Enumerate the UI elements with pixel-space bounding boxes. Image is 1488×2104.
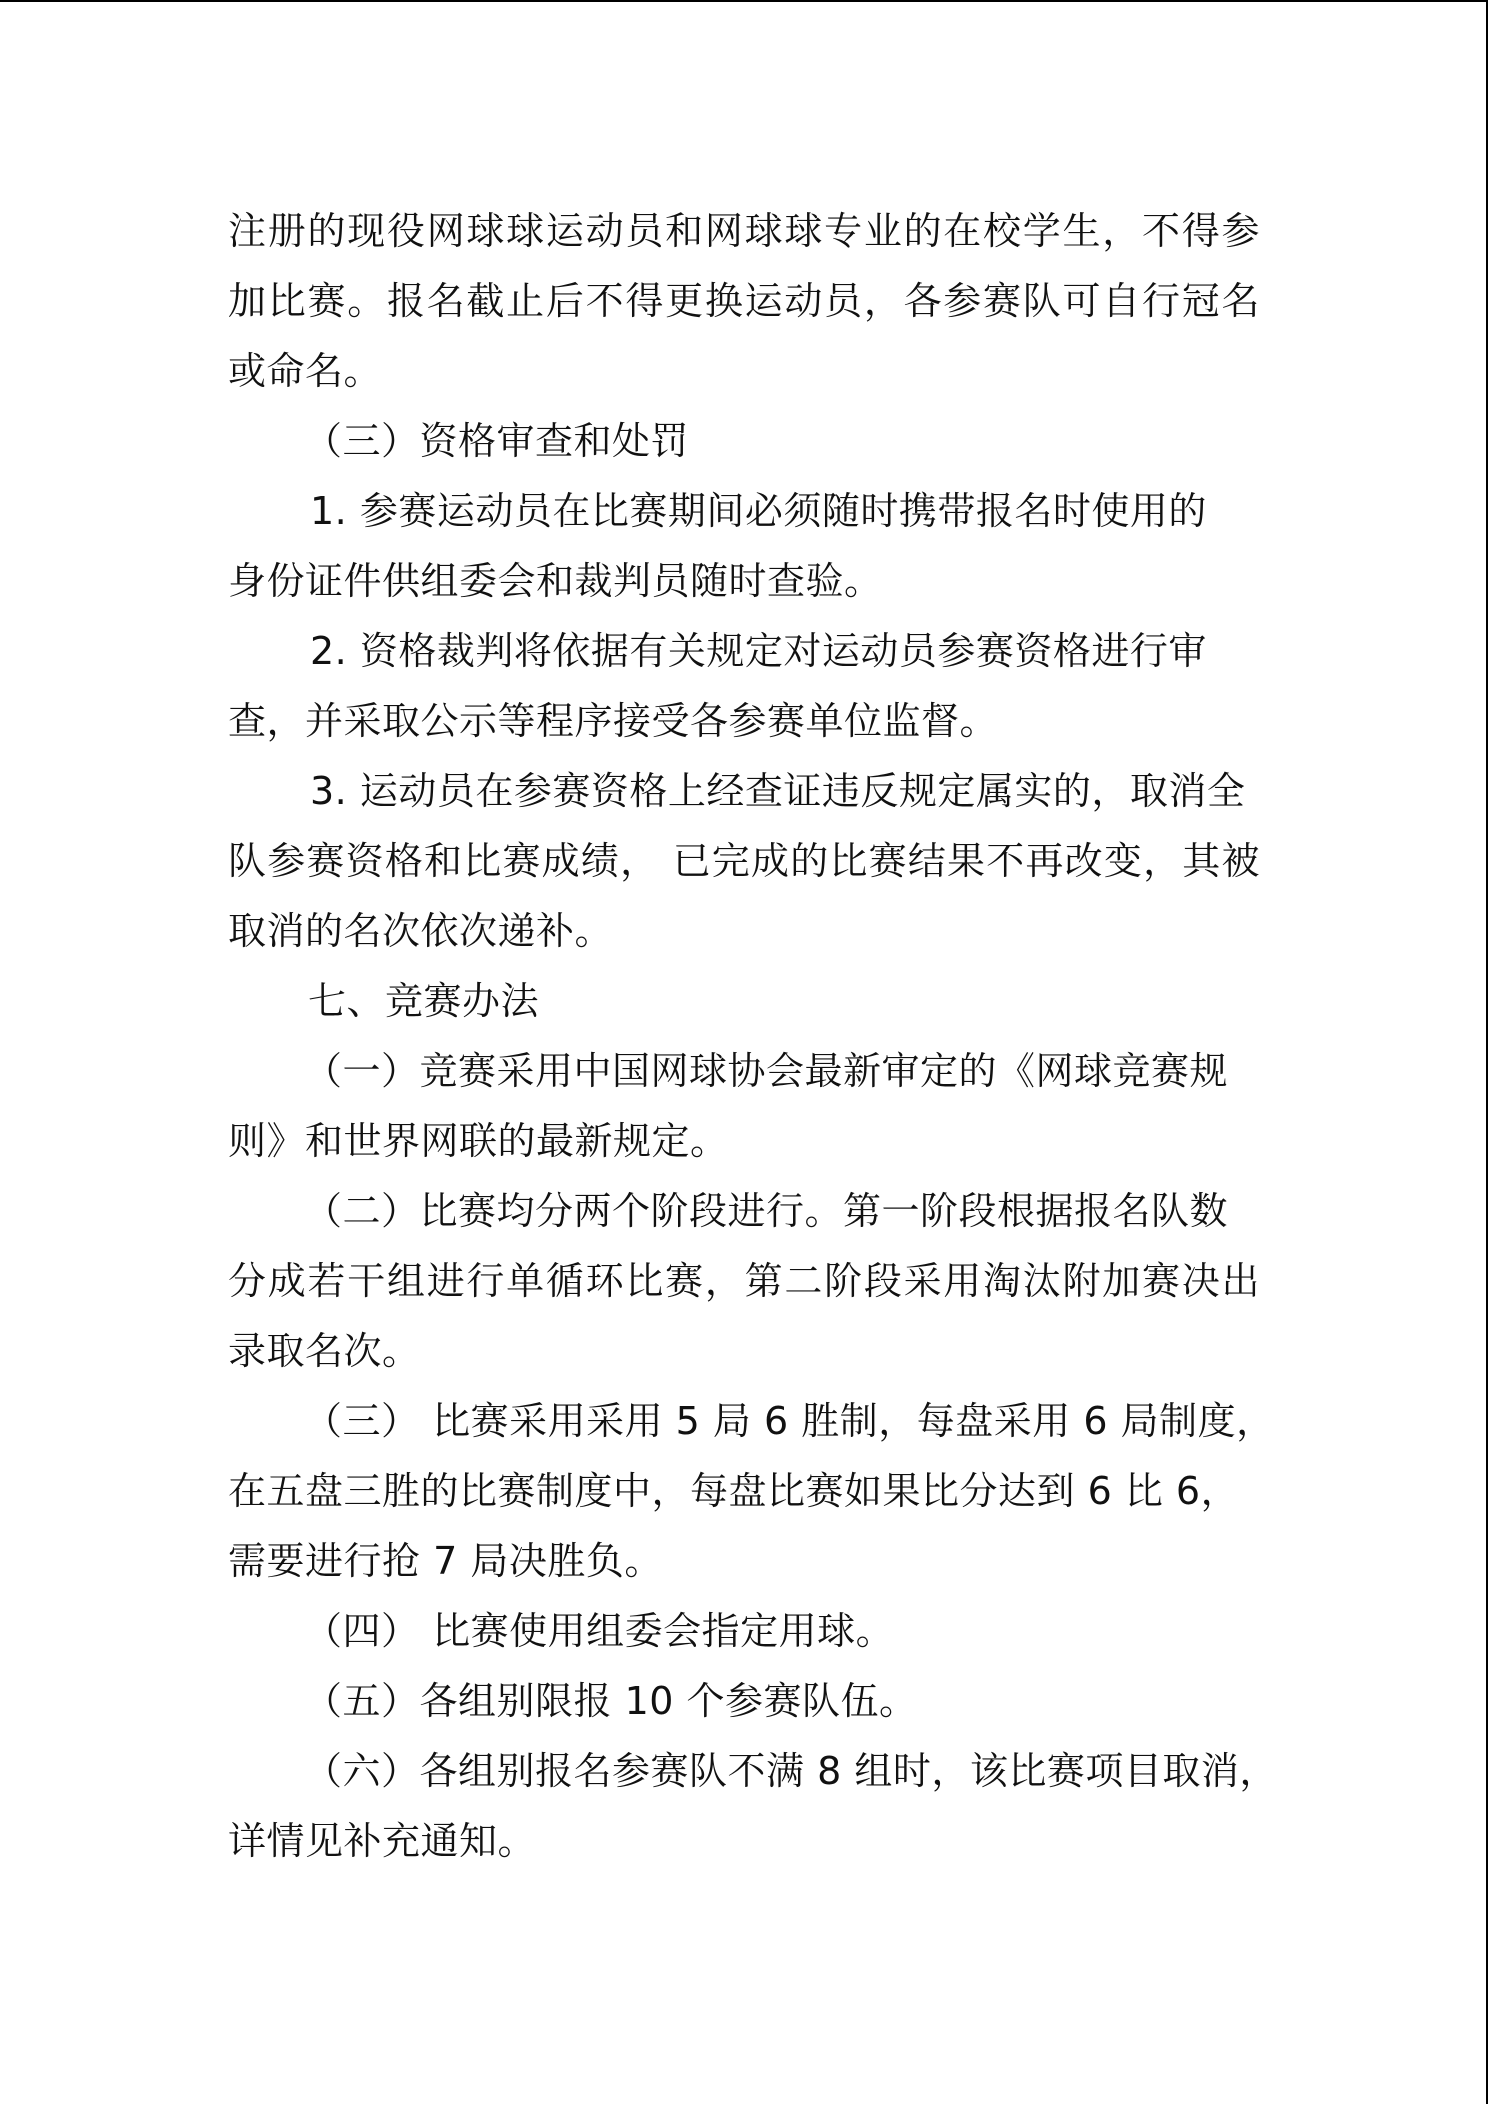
text-line: 身份证件供组委会和裁判员随时查验。	[228, 559, 883, 603]
text-line: 队参赛资格和比赛成绩， 已完成的比赛结果不再改变，其被	[228, 839, 1260, 883]
text-line: 分成若干组进行单循环比赛，第二阶段采用淘汰附加赛决出	[228, 1259, 1260, 1303]
text-line: 则》和世界网联的最新规定。	[228, 1119, 729, 1163]
text-line: 需要进行抢 7 局决胜负。	[228, 1539, 663, 1583]
text-line: （二）比赛均分两个阶段进行。第一阶段根据报名队数	[304, 1189, 1229, 1233]
text-line: 3. 运动员在参赛资格上经查证违反规定属实的，取消全	[310, 769, 1246, 813]
chapter-heading: 七、竞赛办法	[308, 979, 540, 1023]
text-line: （三） 比赛采用采用 5 局 6 胜制，每盘采用 6 局制度，	[304, 1399, 1275, 1443]
page-border-top	[0, 0, 1488, 2]
text-line: 或命名。	[228, 349, 383, 393]
text-line: 详情见补充通知。	[228, 1819, 537, 1863]
text-line: 1. 参赛运动员在比赛期间必须随时携带报名时使用的	[310, 489, 1207, 533]
text-line: （一）竞赛采用中国网球协会最新审定的《网球竞赛规	[304, 1049, 1229, 1093]
text-line: 注册的现役网球球运动员和网球球专业的在校学生，不得参	[228, 209, 1260, 253]
text-line: 录取名次。	[228, 1329, 421, 1373]
text-line: 2. 资格裁判将依据有关规定对运动员参赛资格进行审	[310, 629, 1207, 673]
document-body	[228, 196, 1278, 1876]
text-line: （四） 比赛使用组委会指定用球。	[304, 1609, 895, 1653]
text-line: （五）各组别限报 10 个参赛队伍。	[304, 1679, 918, 1723]
text-line: （六）各组别报名参赛队不满 8 组时，该比赛项目取消，	[304, 1749, 1278, 1793]
section-heading: （三）资格审查和处罚	[304, 419, 690, 463]
text-line: 加比赛。报名截止后不得更换运动员，各参赛队可自行冠名	[228, 279, 1260, 323]
text-line: 查，并采取公示等程序接受各参赛单位监督。	[228, 699, 999, 743]
text-line: 在五盘三胜的比赛制度中，每盘比赛如果比分达到 6 比 6，	[228, 1469, 1240, 1513]
text-line: 取消的名次依次递补。	[228, 909, 614, 953]
